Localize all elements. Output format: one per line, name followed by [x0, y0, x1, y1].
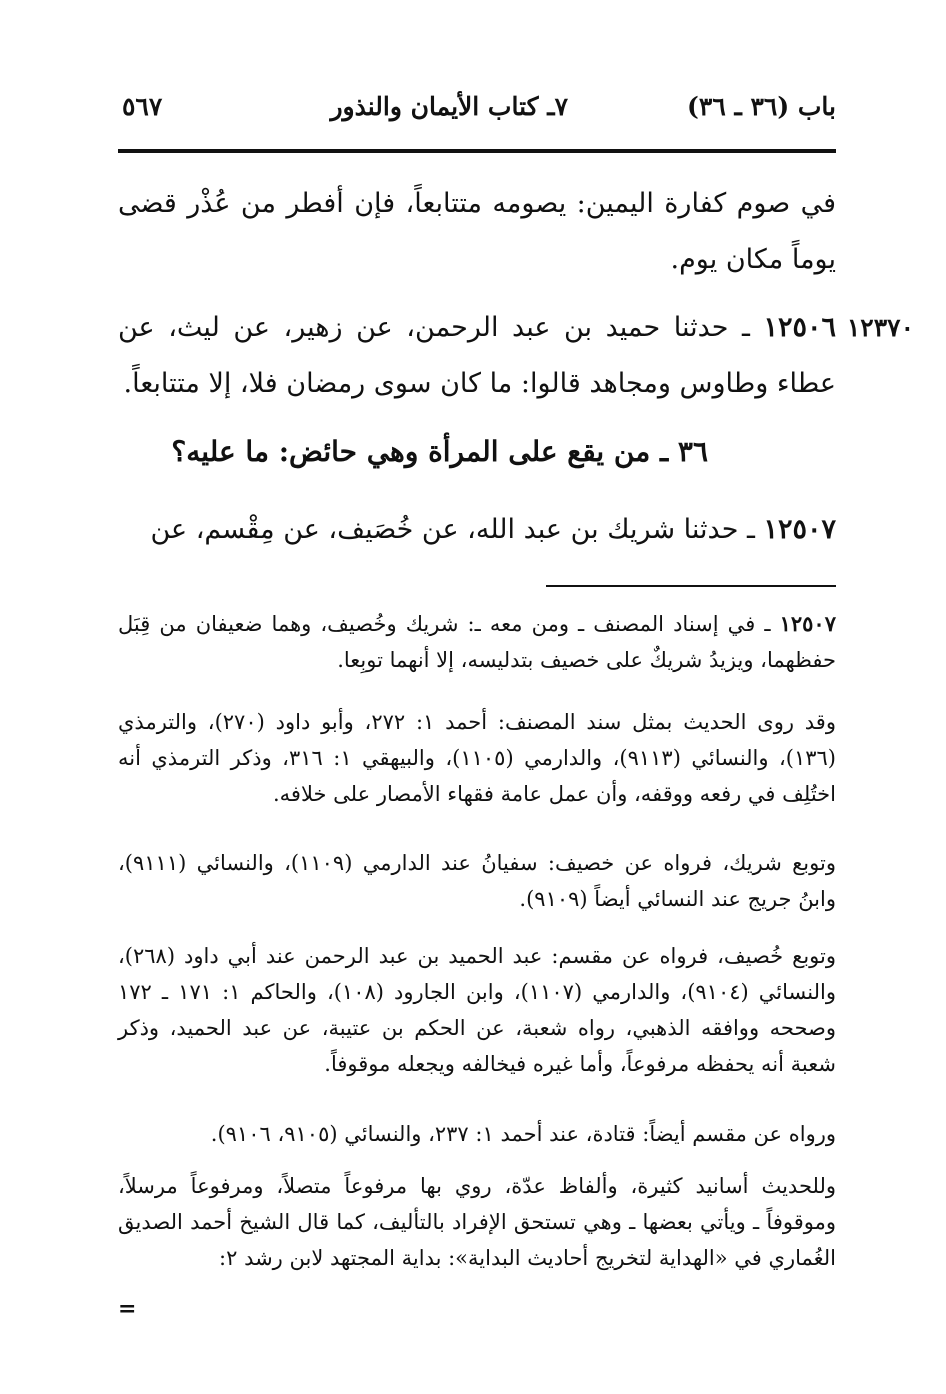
running-head-chapter: باب (٣٦ ـ ٣٦) [687, 92, 836, 121]
footnote-paragraph [118, 606, 836, 678]
hadith-text: ـ حدثنا شريك بن عبد الله، عن خُصَيف، عن مِقْسم، عن [150, 514, 764, 545]
footnote-paragraph: ورواه عن مقسم أيضاً: قتادة، عند أحمد ١: ٢٣٧، والنسائي (٩١٠٥، ٩١٠٦). [210, 1122, 836, 1146]
footnote-number: ١٢٥٠٧ [779, 611, 836, 636]
page-number: ٥٦٧ [122, 92, 163, 121]
continued-paragraph: في صوم كفارة اليمين: يصومه متتابعاً، فإن أفطر من عُذْر قضى يوماً مكان يوم. [118, 188, 836, 275]
footnote-text: ـ في إسناد المصنف ـ ومن معه ـ: شريك وخُصيف، وهما ضعيفان من قِبَل حفظهما، ويزيدُ شريكٌ على خصيف بتدليسه، إلا أنهما توبِعا. [118, 612, 836, 672]
continuation-mark: = [118, 1296, 137, 1322]
header-rule [118, 149, 836, 153]
hadith-12506 [118, 300, 836, 412]
hadith-number: ١٢٥٠٧ [763, 514, 836, 545]
hadith-text: ـ حدثنا حميد بن عبد الرحمن، عن زهير، عن ليث، عن عطاء وطاوس ومجاهد قالوا: ما كان سوى رمضان فلا، إلا متتابعاً. [118, 312, 836, 399]
footnote-separator [546, 585, 836, 587]
hadith-number: ١٢٥٠٦ [763, 312, 836, 343]
running-head-book-title: ٧ـ كتاب الأيمان والنذور [330, 92, 568, 121]
hadith-12507 [118, 502, 836, 558]
page-header [118, 92, 836, 142]
footnote-paragraph: وقد روى الحديث بمثل سند المصنف: أحمد ١: ٢٧٢، وأبو داود (٢٧٠)، والترمذي (١٣٦)، والنسائي (٩١١٣)، والدارمي (١١٠٥)، والبيهقي ١: ٣١٦، وذكر الترمذي أنه اختُلِف في رفعه ووقفه، وأن عمل عامة فقهاء الأمصار على خلافه. [118, 710, 836, 806]
footnote-paragraph: وتوبع شريك، فرواه عن خصيف: سفيانُ عند الدارمي (١١٠٩)، والنسائي (٩١١١)، وابنُ جريج عند النسائي أيضاً (٩١٠٩). [118, 851, 836, 911]
footnote-paragraph: وتوبع خُصيف، فرواه عن مقسم: عبد الحميد بن عبد الرحمن عند أبي داود (٢٦٨)، والنسائي (٩١٠٤)، والدارمي (١١٠٧)، وابن الجارود (١٠٨)، والحاكم ١: ١٧١ ـ ١٧٢ وصححه ووافقه الذهبي، رواه شعبة، عن الحكم بن عتيبة، عن عبد الحميد، وذكر شعبة أنه يحفظه مرفوعاً، وأما غيره فيخالفه ويجعله موقوفاً. [118, 944, 836, 1076]
section-heading: ٣٦ ـ من يقع على المرأة وهي حائض: ما عليه؟ [171, 435, 708, 468]
footnote-paragraph: وللحديث أسانيد كثيرة، وألفاظ عدّة، روي بها مرفوعاً متصلاً، ومرفوعاً مرسلاً، وموقوفاً ـ ويأتي بعضها ـ وهي تستحق الإفراد بالتأليف، كما قال الشيخ أحمد الصديق الغُماري في «الهداية لتخريج أحاديث البداية»: بداية المجتهد لابن رشد ٢: [118, 1174, 836, 1270]
margin-reference-number: ١٢٣٧٠ [846, 313, 914, 342]
